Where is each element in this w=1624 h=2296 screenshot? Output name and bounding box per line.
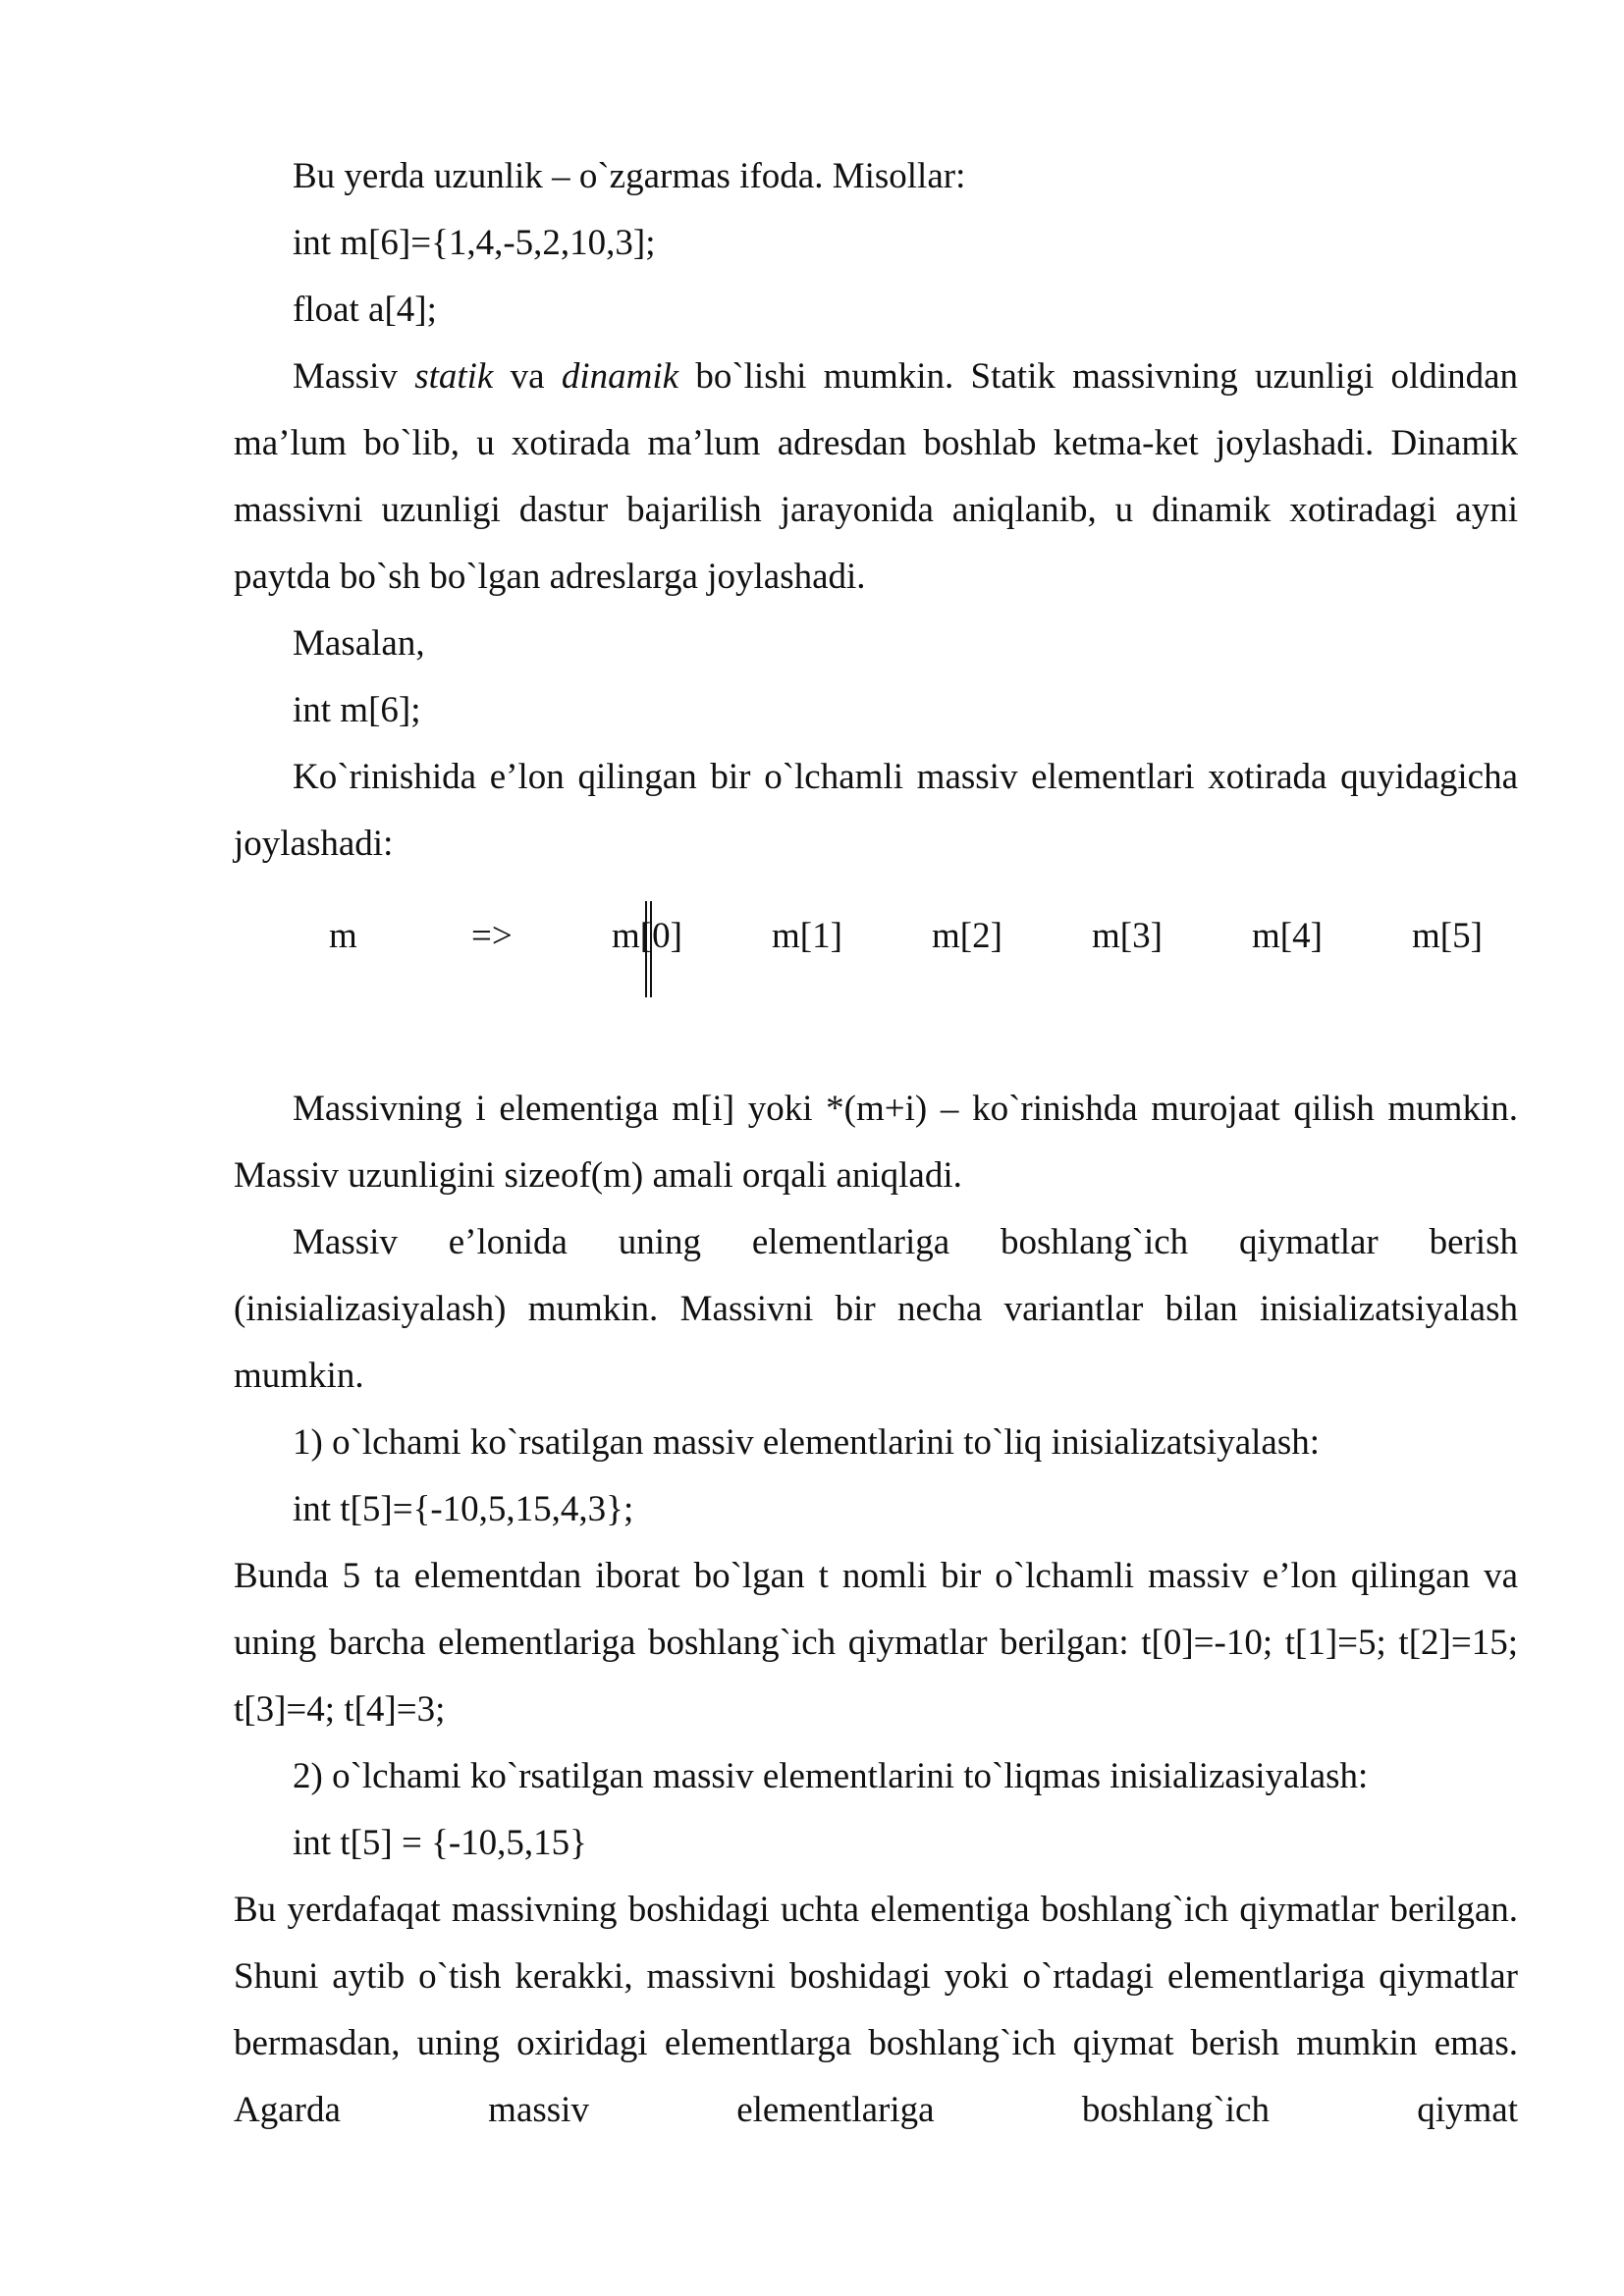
text-run: bo`lishi mumkin. Statik massivning uzunligi oldindan ma’lum bo`lib, u xotirada ma’lum adresdan boshlab ketma-ket joylashadi. Dinamik massivni uzunligi dastur bajarilish jarayonida aniqlanib, u dinamik xotiradagi ayni paytda bo`sh bo`lgan adreslarga joylashadi.: [234, 356, 1518, 597]
italic-term: statik: [414, 356, 494, 397]
arrow-label: =>: [471, 916, 513, 956]
text-run: Massiv: [293, 356, 415, 397]
code-line: int m[6];: [293, 690, 421, 730]
code-line: int m[6]={1,4,-5,2,10,3];: [293, 223, 656, 263]
paragraph: Bu yerdafaqat massivning boshidagi uchta elementiga boshlang`ich qiymatlar berilgan. Shuni aytib o`tish kerakki, massivni boshidagi yoki o`rtadagi elementlariga qiymatlar bermasdan, uning oxiridagi elementlarga boshlang`ich qiymat berish mumkin emas. Agarda massiv elementlariga boshlang`ich qiymat: [234, 1890, 1518, 2130]
paragraph: Ko`rinishida e’lon qilingan bir o`lchamli massiv elementlari xotirada quyidagicha joylashadi:: [234, 757, 1518, 864]
paragraph: Bunda 5 ta elementdan iborat bo`lgan t nomli bir o`lchamli massiv e’lon qilingan va uning barcha elementlariga boshlang`ich qiymatlar berilgan: t[0]=-10; t[1]=5; t[2]=15; t[3]=4; t[4]=3;: [234, 1556, 1518, 1730]
memory-layout-diagram: [234, 901, 1518, 1009]
text-run: va: [493, 356, 562, 397]
code-line: float a[4];: [293, 290, 437, 330]
memory-cell: m[3]: [1092, 916, 1163, 956]
paragraph: Masalan,: [293, 623, 425, 664]
paragraph: Massiv e’lonida uning elementlariga boshlang`ich qiymatlar berish (inisializasiyalash) mumkin. Massivni bir necha variantlar bilan inisializatsiyalash mumkin.: [234, 1222, 1518, 1396]
text-block-bottom: [234, 1076, 1518, 2144]
paragraph: 1) o`lchami ko`rsatilgan massiv elementlarini to`liq inisializatsiyalash:: [293, 1422, 1321, 1463]
paragraph-static-dynamic: [234, 344, 1518, 611]
italic-term: dinamik: [561, 356, 679, 397]
memory-cell: m[0]: [612, 916, 682, 956]
text-block-top: [234, 143, 1518, 878]
paragraph: Bu yerda uzunlik – o`zgarmas ifoda. Misollar:: [293, 156, 966, 196]
memory-cell: m[4]: [1252, 916, 1323, 956]
memory-cell: m[2]: [932, 916, 1002, 956]
paragraph: Massivning i elementiga m[i] yoki *(m+i) – ko`rinishda murojaat qilish mumkin. Massiv uzunligini sizeof(m) amali orqali aniqladi.: [234, 1089, 1518, 1196]
memory-cell: m[1]: [772, 916, 842, 956]
memory-cell: m[5]: [1412, 916, 1483, 956]
paragraph: 2) o`lchami ko`rsatilgan massiv elementlarini to`liqmas inisializasiyalash:: [293, 1756, 1369, 1796]
array-name-label: m: [329, 916, 357, 956]
code-line: int t[5] = {-10,5,15}: [293, 1823, 587, 1863]
code-line: int t[5]={-10,5,15,4,3};: [293, 1489, 634, 1529]
